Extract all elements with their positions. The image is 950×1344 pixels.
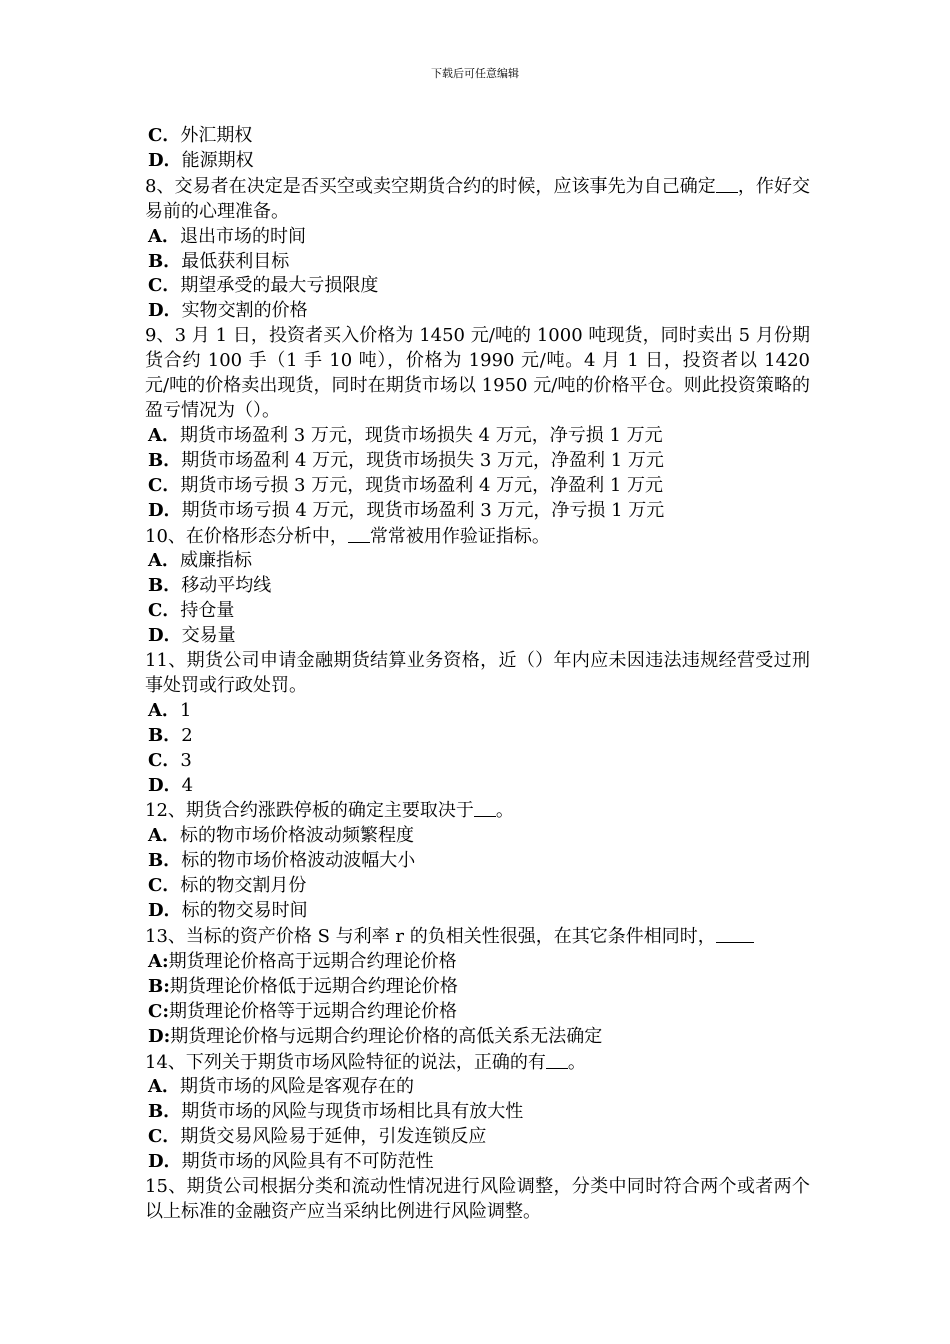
option-d xyxy=(145,899,810,924)
question-text: 15、期货公司根据分类和流动性情况进行风险调整，分类中同时符合两个或者两个以上标准的金融资产应当采纳比例进行风险调整。 xyxy=(145,1176,810,1222)
option-text: 期货市场的风险与现货市场相比具有放大性 xyxy=(181,1101,524,1123)
option-letter: B． xyxy=(148,724,182,746)
option-letter: A． xyxy=(148,550,180,572)
option-text: 威廉指标 xyxy=(179,550,252,572)
question-text-after: 常常被用作验证指标。 xyxy=(369,525,550,547)
question-text: 9、3 月 1 日，投资者买入价格为 1450 元/吨的 1000 吨现货，同时卖出 5 月份期货合约 100 手（1 手 10 吨），价格为 1990 元/吨。4 月 1 日，投资者以 1420 元/吨的价格卖出现货，同时在期货市场以 1950 元/吨的价格平仓。则此投资策略的盈亏情况为（）。 xyxy=(145,325,810,421)
option-letter: D． xyxy=(148,625,182,647)
option-b xyxy=(145,849,810,874)
option-text: 期货市场的风险具有不可防范性 xyxy=(181,1151,434,1173)
option-letter: C． xyxy=(148,474,181,496)
question-9 xyxy=(145,324,810,424)
option-c xyxy=(145,1000,810,1025)
option-letter: D． xyxy=(148,1151,182,1173)
option-a xyxy=(145,1075,810,1100)
option-d xyxy=(145,299,810,324)
option-letter: C． xyxy=(148,275,181,297)
option-d xyxy=(145,499,810,524)
option-letter: C: xyxy=(148,1000,169,1022)
option-text: 标的物交割月份 xyxy=(180,875,307,897)
option-b xyxy=(145,724,810,749)
option-text: 最低获利目标 xyxy=(181,250,290,272)
option-a xyxy=(145,549,810,574)
option-text: 1 xyxy=(179,699,192,721)
option-text: 3 xyxy=(180,749,192,771)
page-header: 下载后可任意编辑 xyxy=(431,67,519,80)
option-d xyxy=(145,774,810,799)
question-text: 12、期货合约涨跌停板的确定主要取决于 xyxy=(145,800,474,822)
option-letter: C． xyxy=(148,749,181,771)
question-text-after: 。 xyxy=(567,1051,586,1073)
option-text: 能源期权 xyxy=(181,149,254,171)
question-text-after: ，作好交易前的心理准备。 xyxy=(145,175,810,222)
option-letter: D: xyxy=(148,1025,171,1047)
option-a xyxy=(145,950,810,975)
question-11 xyxy=(145,649,810,699)
answer-blank xyxy=(716,174,738,193)
question-text: 13、当标的资产价格 S 与利率 r 的负相关性很强，在其它条件相同时， xyxy=(145,926,716,947)
option-b xyxy=(145,1100,810,1125)
option-text: 标的物市场价格波动频繁程度 xyxy=(179,825,414,847)
question-15 xyxy=(145,1175,810,1225)
question-text-after: 。 xyxy=(495,800,514,822)
option-text: 4 xyxy=(181,774,194,796)
option-d xyxy=(145,624,810,649)
option-b xyxy=(145,449,810,474)
option-text: 移动平均线 xyxy=(181,575,272,597)
option-a xyxy=(145,699,810,724)
option-text: 标的物交易时间 xyxy=(181,900,308,922)
option-text: 期货交易风险易于延伸，引发连锁反应 xyxy=(180,1126,487,1148)
option-letter: D． xyxy=(148,300,182,322)
option-b xyxy=(145,975,810,1000)
option-text: 期货理论价格高于远期合约理论价格 xyxy=(168,950,457,972)
option-letter: B: xyxy=(148,975,170,997)
option-a xyxy=(145,225,810,250)
option-letter: B． xyxy=(148,449,182,471)
option-a xyxy=(145,824,810,849)
option-c xyxy=(145,599,810,624)
option-text: 2 xyxy=(181,724,193,746)
option-letter: D． xyxy=(148,149,182,171)
option-text: 期货市场亏损 4 万元，现货市场盈利 3 万元，净亏损 1 万元 xyxy=(181,499,665,521)
option-a xyxy=(145,424,810,449)
option-text: 标的物市场价格波动波幅大小 xyxy=(181,850,416,872)
option-text: 期货市场盈利 3 万元，现货市场损失 4 万元，净亏损 1 万元 xyxy=(179,424,663,446)
option-text: 期望承受的最大亏损限度 xyxy=(180,275,379,297)
option-text: 期货市场亏损 3 万元，现货市场盈利 4 万元，净盈利 1 万元 xyxy=(180,474,664,496)
option-text: 交易量 xyxy=(181,625,236,647)
question-12 xyxy=(145,798,810,824)
option-d-prev xyxy=(145,149,810,174)
option-text: 外汇期权 xyxy=(180,125,253,146)
option-text: 期货市场盈利 4 万元，现货市场损失 3 万元，净盈利 1 万元 xyxy=(181,449,664,471)
option-letter: B． xyxy=(148,850,182,872)
option-letter: A． xyxy=(148,699,180,721)
answer-blank xyxy=(546,1050,568,1069)
option-letter: C． xyxy=(148,125,181,146)
option-b xyxy=(145,574,810,599)
option-c-prev xyxy=(145,124,810,149)
option-c xyxy=(145,749,810,774)
question-text: 11、期货公司申请金融期货结算业务资格，近（）年内应未因违法违规经营受过刑事处罚或行政处罚。 xyxy=(145,650,810,696)
option-text: 期货市场的风险是客观存在的 xyxy=(179,1076,414,1098)
answer-blank xyxy=(348,524,370,543)
option-text: 实物交割的价格 xyxy=(181,300,308,322)
option-text: 持仓量 xyxy=(180,600,235,622)
option-letter: A． xyxy=(148,225,180,247)
option-c xyxy=(145,274,810,299)
option-letter: A． xyxy=(148,1076,180,1098)
option-letter: D． xyxy=(148,499,182,521)
option-letter: C． xyxy=(148,875,181,897)
option-c xyxy=(145,1125,810,1150)
question-14 xyxy=(145,1050,810,1076)
option-d xyxy=(145,1150,810,1175)
answer-blank xyxy=(474,798,496,817)
answer-blank xyxy=(716,924,754,943)
option-letter: A: xyxy=(148,950,169,972)
option-letter: D． xyxy=(148,774,182,796)
question-13 xyxy=(145,924,810,950)
option-text: 期货理论价格等于远期合约理论价格 xyxy=(168,1000,457,1022)
question-text: 10、在价格形态分析中， xyxy=(145,525,348,547)
option-letter: A． xyxy=(148,825,180,847)
option-text: 退出市场的时间 xyxy=(179,225,306,247)
option-letter: B． xyxy=(148,575,182,597)
option-letter: C． xyxy=(148,600,181,622)
option-b xyxy=(145,250,810,275)
option-text: 期货理论价格低于远期合约理论价格 xyxy=(169,975,458,997)
option-c xyxy=(145,874,810,899)
option-letter: D． xyxy=(148,900,182,922)
option-letter: A． xyxy=(148,424,180,446)
question-text: 8、交易者在决定是否买空或卖空期货合约的时候，应该事先为自己确定 xyxy=(145,175,716,197)
option-c xyxy=(145,474,810,499)
question-text: 14、下列关于期货市场风险特征的说法，正确的有 xyxy=(145,1051,546,1073)
option-letter: B． xyxy=(148,250,182,272)
option-text: 期货理论价格与远期合约理论价格的高低关系无法确定 xyxy=(170,1025,603,1047)
option-letter: B． xyxy=(148,1101,182,1123)
document-body xyxy=(145,124,810,1225)
option-d xyxy=(145,1025,810,1050)
option-letter: C． xyxy=(148,1126,181,1148)
question-8 xyxy=(145,174,810,225)
question-10 xyxy=(145,524,810,550)
